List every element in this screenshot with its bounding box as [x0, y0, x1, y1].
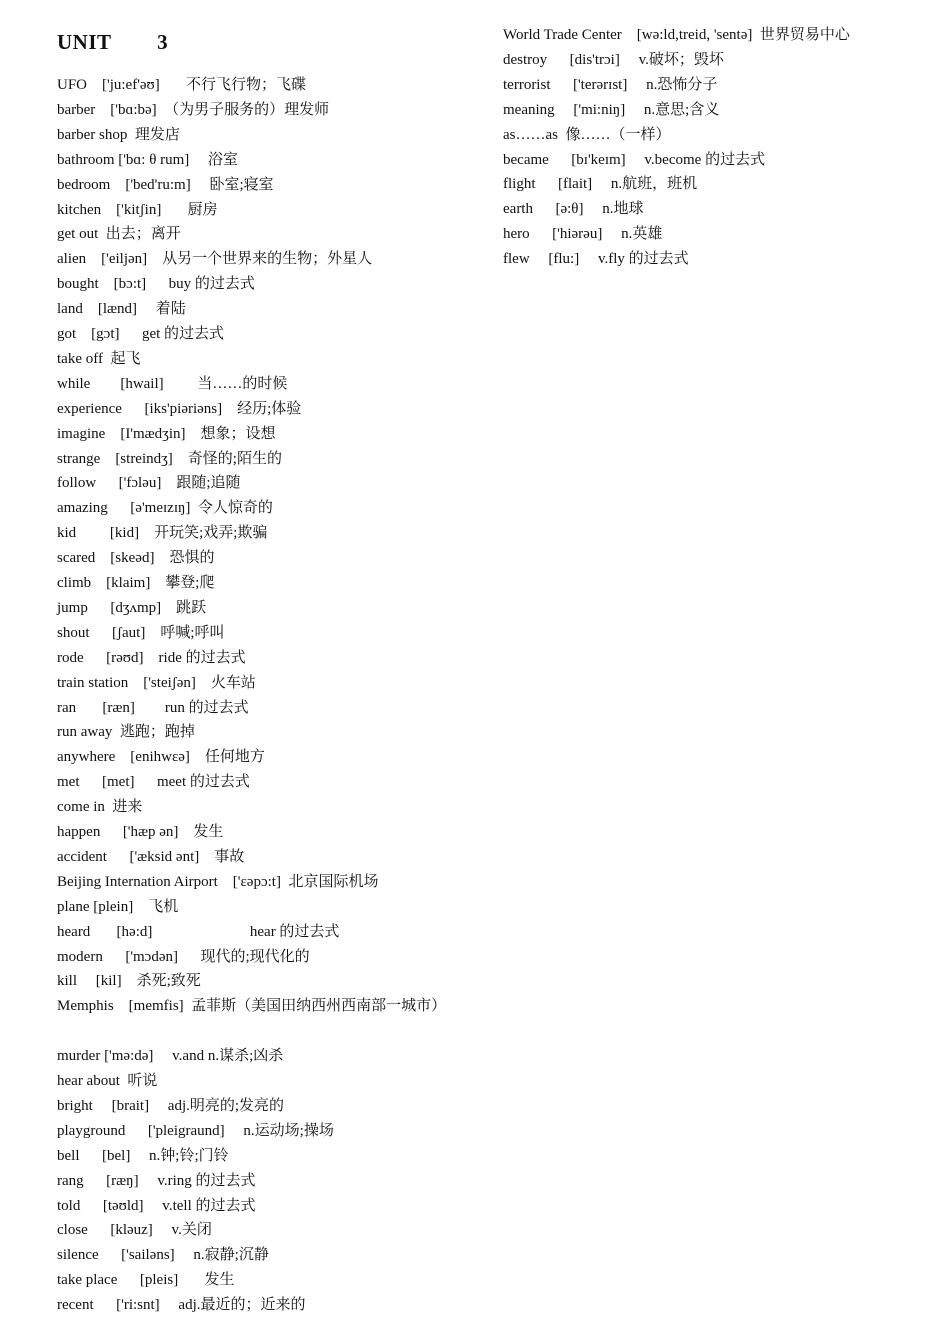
- vocab-entry: bell [bel] n.钟;铃;门铃: [57, 1147, 229, 1164]
- vocab-entry: World Trade Center [wə:ld,treid, 'sentə] 世界贸易中心: [503, 27, 850, 43]
- vocab-entry: hear about 听说: [57, 1073, 158, 1089]
- vocab-entry: jump [dʒʌmp] 跳跃: [57, 599, 207, 616]
- vocab-entry: accident ['æksid ənt] 事故: [57, 848, 245, 865]
- vocab-entry: playground ['pleigraund] n.运动场;操场: [57, 1122, 334, 1139]
- vocab-entry: land [lænd] 着陆: [57, 301, 186, 318]
- vocab-entry: run away 逃跑；跑掉: [57, 724, 195, 741]
- vocab-entry: close [kləuz] v.关闭: [57, 1222, 212, 1239]
- vocab-entry: plane [plein] 飞机: [57, 898, 179, 915]
- vocab-entry: got [gɔt] get 的过去式: [57, 326, 225, 342]
- vocab-entry: Memphis [memfis] 孟菲斯（美国田纳西州西南部一城市）: [57, 998, 447, 1015]
- vocab-entry: follow ['fɔləu] 跟随;追随: [57, 475, 241, 492]
- vocab-entry: amazing [ə'meɪzɪŋ] 令人惊奇的: [57, 500, 273, 517]
- vocab-entry: take place [pleis] 发生: [57, 1272, 235, 1289]
- vocab-entry: modern ['mɔdən] 现代的;现代化的: [57, 948, 310, 965]
- vocab-entry: rang [ræŋ] v.ring 的过去式: [57, 1172, 256, 1189]
- vocab-entry: met [met] meet 的过去式: [57, 774, 250, 791]
- vocab-entry: shout [ʃaut] 呼喊;呼叫: [57, 624, 225, 641]
- vocab-entry: destroy [dis'trɔi] v.破坏；毁坏: [503, 51, 724, 68]
- vocab-entry: bought [bɔ:t] buy 的过去式: [57, 276, 255, 293]
- vocab-entry: get out 出去；离开: [57, 226, 181, 243]
- vocab-entry: told [təʊld] v.tell 的过去式: [57, 1197, 256, 1214]
- vocab-entry: anywhere [enihwɛə] 任何地方: [57, 749, 265, 766]
- vocab-entry: ran [ræn] run 的过去式: [57, 699, 249, 716]
- vocab-entry: come in 进来: [57, 799, 143, 816]
- vocab-entry: alien ['eiljən] 从另一个世界来的生物；外星人: [57, 251, 373, 268]
- vocab-entry: experience [iks'piəriəns] 经历;体验: [57, 400, 302, 417]
- vocab-entry: bright [brait] adj.明亮的;发亮的: [57, 1097, 285, 1114]
- vocab-entry: climb [klaim] 攀登;爬: [57, 575, 215, 591]
- vocab-entry: take off 起飞: [57, 350, 141, 367]
- vocab-entry: UFO ['ju:ef'əʊ] 不行飞行物；飞碟: [57, 77, 307, 93]
- vocab-entry: meaning ['mi:niŋ] n.意思;含义: [503, 101, 720, 118]
- vocab-entry: rode [rəʊd] ride 的过去式: [57, 649, 246, 666]
- vocab-entry: strange [streindʒ] 奇怪的;陌生的: [57, 450, 282, 467]
- vocab-entry: flight [flait] n.航班，班机: [503, 176, 698, 193]
- vocab-entry: terrorist ['terərɪst] n.恐怖分子: [503, 76, 718, 93]
- vocab-entry: happen ['hæp ən] 发生: [57, 824, 224, 840]
- vocab-entry: hero ['hiərəu] n.英雄: [503, 226, 663, 243]
- vocab-entry: kitchen ['kitʃin] 厨房: [57, 201, 218, 218]
- vocab-entry: as……as 像……（一样）: [503, 126, 671, 143]
- vocab-entry: while [hwail] 当……的时候: [57, 375, 288, 392]
- unit-title: UNIT 3: [57, 30, 169, 54]
- vocab-entry: kid [kid] 开玩笑;戏弄;欺骗: [57, 525, 268, 542]
- vocab-entry: train station ['steiʃən] 火车站: [57, 674, 256, 691]
- vocab-entry: earth [ə:θ] n.地球: [503, 201, 644, 218]
- vocab-entry: imagine [I'mædʒin] 想象；设想: [57, 425, 276, 442]
- vocab-entry: barber shop 理发店: [57, 126, 180, 143]
- vocab-entry: recent ['ri:snt] adj.最近的；近来的: [57, 1297, 306, 1314]
- vocab-entry: bedroom ['bed'ru:m] 卧室;寝室: [57, 176, 274, 193]
- vocab-entry: kill [kil] 杀死;致死: [57, 973, 201, 990]
- vocab-entry: heard [hə:d] hear 的过去式: [57, 923, 340, 940]
- vocab-entry: silence ['sailəns] n.寂静;沉静: [57, 1247, 269, 1264]
- vocab-entry: became [bɪ'keɪm] v.become 的过去式: [503, 151, 766, 168]
- vocab-entry: flew [flu:] v.fly 的过去式: [503, 251, 689, 268]
- vocab-entry: scared [skeəd] 恐惧的: [57, 550, 215, 567]
- vocab-entry: Beijing Internation Airport ['ɛəpɔ:t] 北京国际机场: [57, 873, 379, 890]
- vocab-entry: barber ['bɑ:bə] （为男子服务的）理发师: [57, 101, 330, 118]
- vocab-entry: bathroom ['bɑ: θ rum] 浴室: [57, 151, 239, 168]
- vocab-entry: murder ['mə:də] v.and n.谋杀;凶杀: [57, 1048, 284, 1065]
